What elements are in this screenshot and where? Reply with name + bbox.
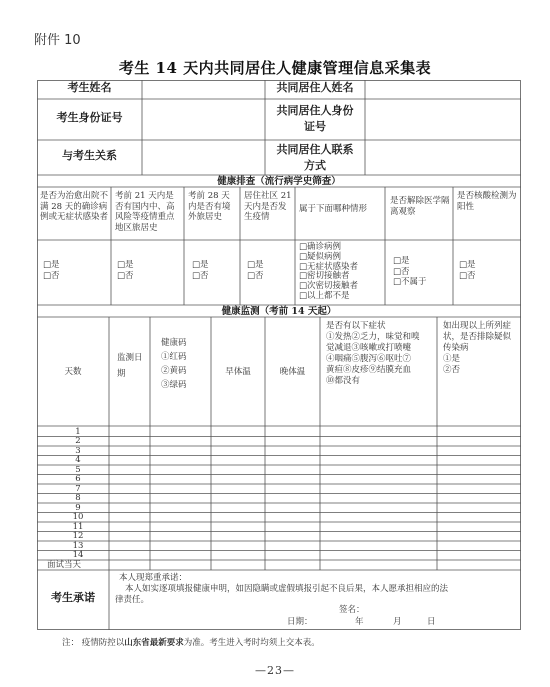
situation-option-asymptomatic[interactable]: □无症状感染者 [299, 261, 359, 272]
evening-temp-header: 晚体温 [279, 367, 306, 377]
yes-option[interactable]: □是 [393, 256, 410, 266]
day-row-6: 6 [75, 474, 81, 484]
day-row-1: 1 [75, 426, 81, 437]
day-row-13: 13 [72, 540, 84, 551]
yes-option[interactable]: □是 [192, 260, 209, 270]
day-row-12: 12 [72, 531, 84, 541]
situation-option-confirmed[interactable]: □确诊病例 [299, 242, 342, 252]
cohabitant-name-label: 共同居住人姓名 [276, 81, 354, 94]
date-column-header: 监测日期 [117, 353, 143, 379]
year-label: 年 [355, 617, 364, 627]
no-option[interactable]: □否 [459, 270, 476, 281]
form-table [37, 80, 521, 630]
screening-question-3: 考前 28 天内是否有境外旅居史 [188, 191, 231, 222]
exam-day-row: 面试当天 [47, 560, 82, 570]
situation-options[interactable] [299, 243, 358, 302]
yes-option[interactable]: □是 [459, 260, 476, 270]
no-option[interactable]: □否 [393, 266, 410, 277]
date-label: 日期： [287, 617, 313, 627]
screening-question-5: 属于下面哪种情形 [299, 204, 368, 214]
yes-option[interactable]: □是 [247, 260, 264, 270]
q1-answer[interactable] [43, 260, 60, 281]
no-option[interactable]: □否 [117, 270, 134, 281]
days-column-header: 天数 [64, 367, 82, 377]
relation-label: 与考生关系 [62, 149, 117, 162]
screening-question-2: 考前 21 天内是否有国内中、高风险等疫情重点地区旅居史 [115, 191, 175, 233]
yes-option[interactable]: □是 [117, 260, 134, 270]
q4-answer[interactable] [247, 260, 264, 281]
situation-option-none[interactable]: □以上都不是 [299, 290, 350, 301]
footnote: 注： 疫情防控以山东省最新要求为准。考生进入考时均须上交本表。 [62, 638, 320, 648]
health-code-column-header: 健康码 ①红码 ②黄码 ③绿码 [161, 338, 187, 390]
situation-option-suspected[interactable]: □疑似病例 [299, 251, 342, 262]
candidate-name-label: 考生姓名 [67, 81, 112, 94]
yes-option[interactable]: □是 [43, 260, 60, 270]
day-row-9: 9 [75, 502, 81, 513]
cohabitant-id-label: 共同居住人身份证号 [276, 104, 354, 133]
cohabitant-contact-label: 共同居住人联系方式 [276, 143, 354, 172]
day-row-3: 3 [75, 445, 81, 456]
monitoring-section-title: 健康监测（考前 14 天起） [221, 306, 337, 317]
day-row-5: 5 [75, 464, 81, 475]
day-row-4: 4 [75, 455, 81, 465]
day-row-7: 7 [75, 483, 81, 494]
commitment-line-2: 本人如实逐项填报健康申明，如因隐瞒或虚假填报引起不良后果，本人愿承担相应的法 [125, 584, 449, 594]
commitment-line-1: 本人现郑重承诺： [119, 573, 188, 583]
q2-answer[interactable] [117, 260, 134, 281]
situation-option-secondary-contact[interactable]: □次密切接触者 [299, 281, 359, 292]
no-option[interactable]: □否 [43, 270, 60, 281]
day-row-14: 14 [72, 550, 84, 560]
screening-question-6: 是否解除医学隔离观察 [390, 196, 450, 217]
no-option[interactable]: □否 [247, 270, 264, 281]
day-row-11: 11 [72, 521, 84, 532]
page-number: —23— [255, 664, 295, 677]
screening-question-1: 是否为治愈出院不满 28 天的确诊病例或无症状感染者 [40, 191, 109, 222]
symptoms-column-header: 是否有以下症状 ①发热②乏力，味觉和嗅 觉减退③咳嗽或打喷嚏 ④咽痛⑤腹泻⑥呕吐⑦ 黄疸⑧皮疹⑨结膜充血 ⑩都没有 [326, 321, 420, 386]
day-label: 日 [427, 617, 436, 627]
not-applicable-option[interactable]: □不属于 [393, 277, 427, 287]
q7-answer[interactable] [459, 260, 476, 281]
screening-question-4: 居住社区 21 天内是否发生疫情 [244, 191, 292, 222]
attachment-label: 附件 10 [34, 33, 81, 48]
morning-temp-header: 早体温 [225, 367, 251, 377]
day-row-2: 2 [75, 436, 81, 446]
day-row-10: 10 [72, 512, 84, 522]
form-title: 考生 14 天内共同居住人健康管理信息采集表 [118, 59, 432, 77]
candidate-id-label: 考生身份证号 [56, 111, 123, 124]
commitment-line-3: 律责任。 [115, 595, 150, 605]
q3-answer[interactable] [192, 260, 209, 281]
q6-answer[interactable] [393, 256, 427, 288]
exclude-disease-column-header: 如出现以上所列症状，是否排除疑似传染病 ①是 ②否 [443, 321, 512, 375]
no-option[interactable]: □否 [192, 270, 209, 281]
commitment-label: 考生承诺 [51, 591, 95, 604]
day-row-8: 8 [75, 493, 81, 503]
situation-option-close-contact[interactable]: □密切接触者 [299, 271, 350, 282]
screening-section-title: 健康排查（流行病学史筛查） [217, 176, 341, 187]
signature-label: 签名： [339, 605, 365, 615]
screening-question-7: 是否核酸检测为阳性 [457, 191, 517, 212]
month-label: 月 [393, 617, 402, 627]
